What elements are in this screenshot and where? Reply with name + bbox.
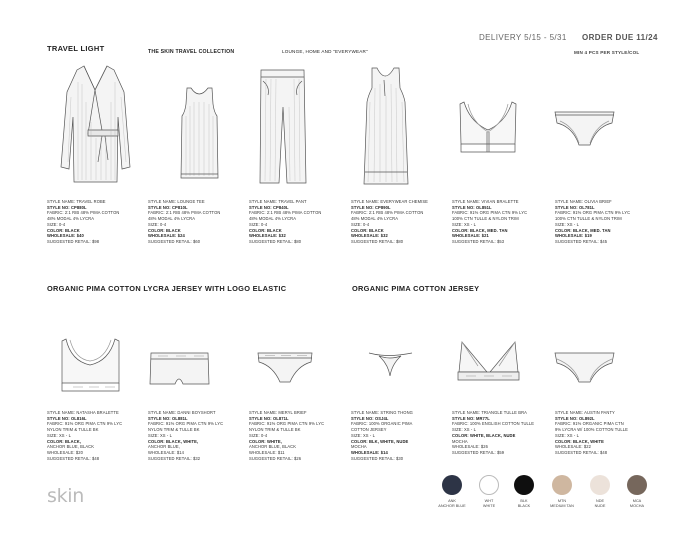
spec-austin-panty: STYLE NAME: AUSTIN PANTY STYLE NO: OL892L FABRIC: 91% ORGANIC PIMA CTN 9% LYCRA W/ 100% COTTON TULLE SIZE: XS - L COLOR: BLACK, WHITE WHOLESALE: $22 SUGGESTED RETAIL: $48 [555,410,628,455]
vivian-bralette-sketch [458,100,518,158]
meryl-brief-sketch [255,350,315,386]
spec-everywear-chemise: STYLE NAME: EVERYWEAR CHEMISE STYLE NO: CP890L FABRIC: 2:1 RIB 48% PIMA COTTON 48% MODAL 4% LYCRA SIZE: 0-4 COLOR: BLACK WHOLESALE: $32 SUGGESTED RETAIL: $80 [351,199,428,244]
section-title-pima-lycra: ORGANIC PIMA COTTON LYCRA JERSEY WITH LOGO ELASTIC [47,284,287,293]
swatch-name: ANCHOR BLUE [438,503,466,508]
swatch-blk [514,475,534,495]
swatch-code: BLK [520,499,528,503]
austin-panty-sketch [552,350,617,386]
collection-title: THE SKIN TRAVEL COLLECTION [148,49,235,55]
lounge-tee-sketch [178,86,221,182]
delivery-window: DELIVERY 5/15 - 5/31 [479,33,567,42]
swatch-label [435,499,469,508]
minimum-pieces: MIN 4 PCS PER STYLE/COL [574,50,640,55]
swatch-name: NUDE [594,503,606,508]
swatch-mtn [552,475,572,495]
swatch-name: MEDIUM TAN [550,503,574,508]
spec-string-thong: STYLE NAME: STRING THONG STYLE NO: OSJ4L FABRIC: 100% ORGANIC PIMA COTTON JERSEY SIZE: XS - L COLOR: BLK, WHITE, NUDE MOCHA WHOLESALE: $14 SUGGESTED RETAIL: $30 [351,410,413,461]
swatch-label [545,499,579,508]
natasha-bralette-sketch [59,337,122,395]
swatch-code: WHT [484,499,494,503]
order-due: ORDER DUE 11/24 [582,33,658,42]
swatch-code: ANK [448,499,456,503]
spec-danni-boyshort: STYLE NAME: DANNI BOYSHORT STYLE NO: OL881L FABRIC: 91% ORG PIMA CTN 9% LYC NYLON TRIM & TULLE BK SIZE: XS - L COLOR: BLACK, WHITE, ANCHOR BLUE, WHOLESALE: $14 SUGGESTED RETAIL: $32 [148,410,224,461]
spec-travel-pant: STYLE NAME: TRAVEL PANT STYLE NO: CP840L FABRIC: 2:1 RIB 48% PIMA COTTON 48% MODAL 4% LYCRA SIZE: 0-4 COLOR: BLACK WHOLESALE: $32 SUGGESTED RETAIL: $80 [249,199,322,244]
swatch-wht [479,475,499,495]
spec-lounge-tee: STYLE NAME: LOUNGE TEE STYLE NO: CP810L FABRIC: 2:1 RIB 48% PIMA COTTON 48% MODAL 4% LYCRA SIZE: 0-4 COLOR: BLACK WHOLESALE: $24 SUGGESTED RETAIL: $60 [148,199,221,244]
spec-natasha-bralette: STYLE NAME: NATASHA BRALETTE STYLE NO: OL816L FABRIC: 91% ORG PIMA CTN 9% LYC NYLON TRIM & TULLE BK SIZE: XS - L COLOR: BLACK, ANCHOR BLUE, BLACK WHOLESALE: $20 SUGGESTED RETAIL: $48 [47,410,123,461]
spec-olivia-brief: STYLE NAME: OLIVIA BRIEF STYLE NO: OL781L FABRIC: 91% ORG PIMA CTN 9% LYC 100% CTN TULLE & NYLON TRIM SIZE: XS - L COLOR: BLACK, MED. TAN WHOLESALE: $19 SUGGESTED RETAIL: $45 [555,199,631,244]
danni-boyshort-sketch [148,350,211,388]
collection-subtitle: LOUNGE, HOME AND "EVERYWEAR" [282,49,368,54]
swatch-code: NDE [595,499,605,503]
string-thong-sketch [367,350,414,380]
section-title-travel-light: TRAVEL LIGHT [47,44,105,53]
section-title-pima-jersey: ORGANIC PIMA COTTON JERSEY [352,284,480,293]
swatch-nde [590,475,610,495]
swatch-code: MCA [632,499,642,503]
swatch-name: WHITE [482,503,496,508]
swatch-label [583,499,617,508]
swatch-mca [627,475,647,495]
swatch-label [507,499,541,508]
spec-vivian-bralette: STYLE NAME: VIVIAN BRALETTE STYLE NO: OL851L FABRIC: 91% ORG PIMA CTN 9% LYC 100% CTN TULLE & NYLON TRIM SIZE: XS - L COLOR: BLACK, MED. TAN WHOLESALE: $21 SUGGESTED RETAIL: $53 [452,199,528,244]
travel-pant-sketch [256,67,309,187]
swatch-name: BLACK [517,503,531,508]
swatch-name: MOCHA [629,503,645,508]
spec-meryl-brief: STYLE NAME: MERYL BRIEF STYLE NO: OL871L FABRIC: 91% ORG PIMA CTN 9% LYC NYLON TRIM & TULLE BK SIZE: 0-4 COLOR: WHITE, ANCHOR BLUE, BLACK WHOLESALE: $11 SUGGESTED RETAIL: $26 [249,410,325,461]
spec-travel-robe: STYLE NAME: TRAVEL ROBE STYLE NO: CP880L FABRIC: 2:1 RIB 48% PIMA COTTON 48% MODAL 4% LYCRA SIZE: 0-4 COLOR: BLACK WHOLESALE: $40 SUGGESTED RETAIL: $98 [47,199,120,244]
travel-robe-sketch [58,62,133,187]
swatch-label [620,499,654,508]
triangle-tulle-bra-sketch [456,338,521,388]
spec-triangle-tulle-bra: STYLE NAME: TRIANGLE TULLE BRA STYLE NO: MR77L FABRIC: 100% ENGLISH COTTON TULLE SIZE: XS - L COLOR: WHITE, BLACK, NUDE MOCHA WHOLESALE: $26 SUGGESTED RETAIL: $59 [452,410,535,455]
skin-logo: skin [47,485,85,507]
olivia-brief-sketch [552,109,617,149]
swatch-label [472,499,506,508]
swatch-code: MTN [557,499,567,503]
swatch-ank [442,475,462,495]
everywear-chemise-sketch [360,66,412,187]
